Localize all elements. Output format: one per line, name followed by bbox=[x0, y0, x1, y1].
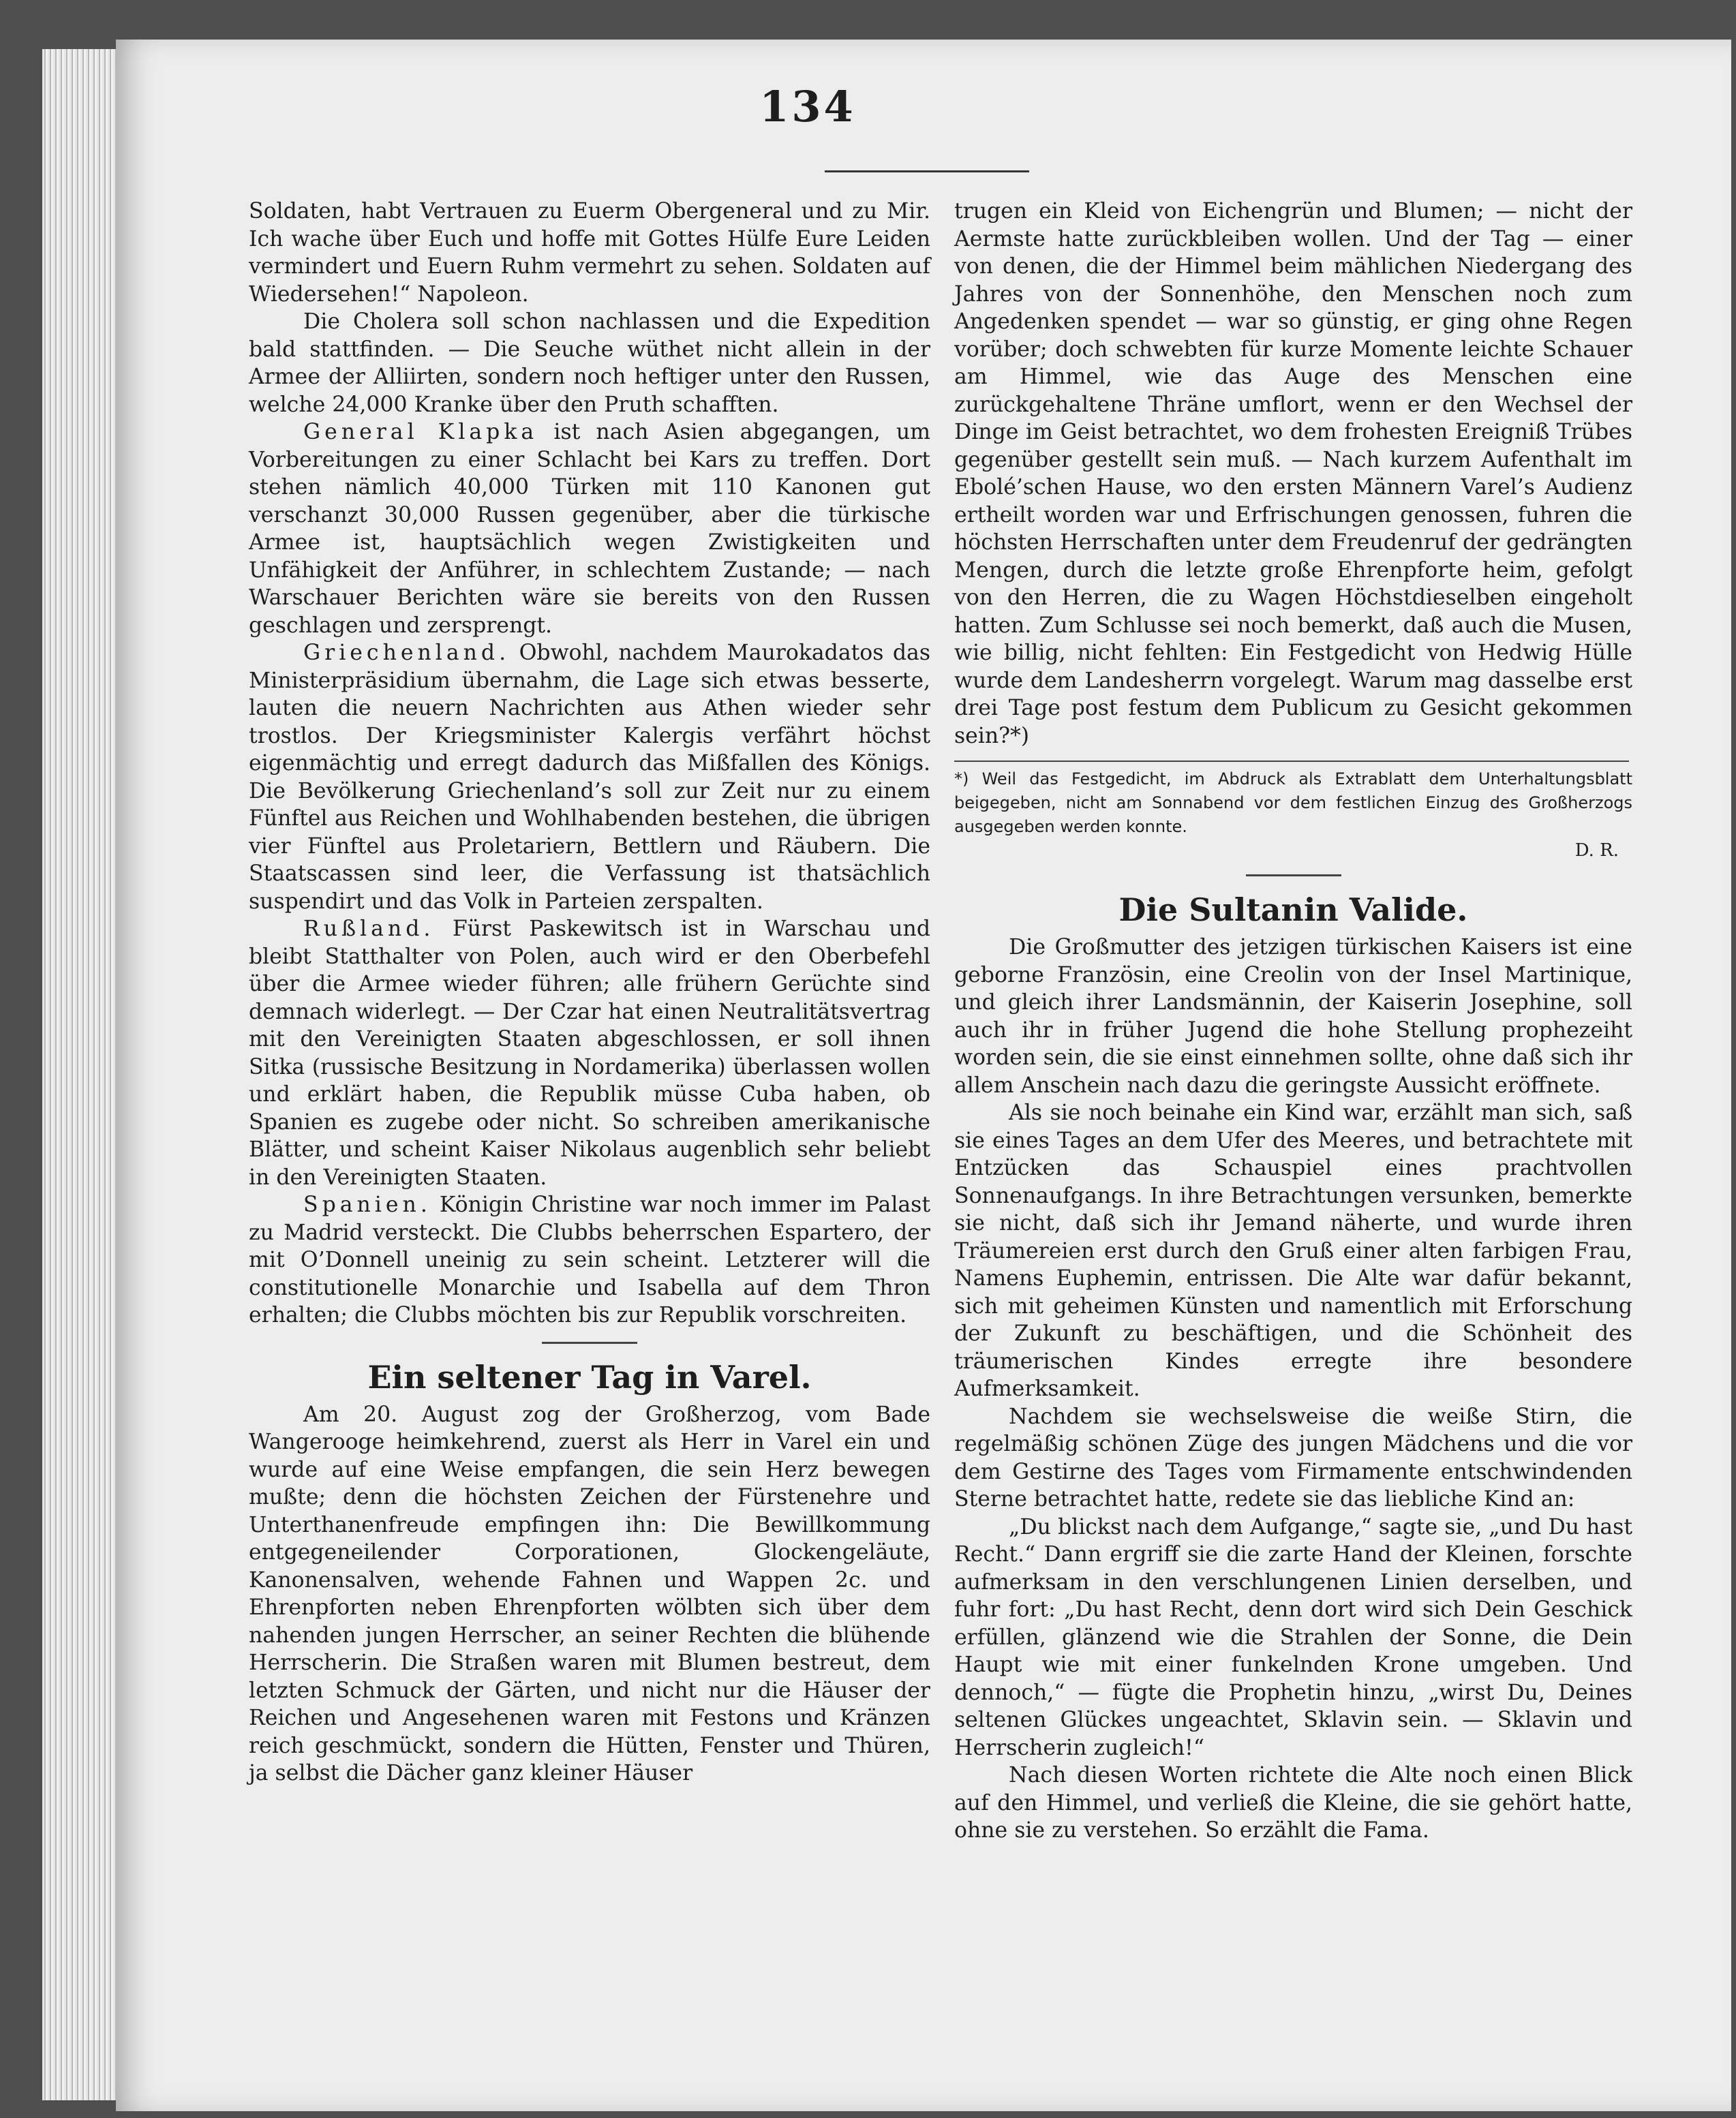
paragraph-lead: Spanien. bbox=[303, 1193, 431, 1217]
paragraph-russland: Rußland. Fürst Paskewitsch ist in Warschau und bleibt Statthalter von Polen, auch wird er den Oberbefehl über die Armee wieder führen; alle frühern Gerüchte sind demnach widerlegt. — Der Czar hat einen Neutralitätsvertrag mit den Vereinigten Staaten abgeschlossen, er soll ihnen Sitka (russische Besitzung in Nordamerika) überlassen wollen und erklärt haben, die Republik müsse Cuba haben, ob Spanien es zugebe oder nicht. So schreiben amerikanische Blätter, und scheint Kaiser Nikolaus augenblich sehr beliebt in den Vereinigten Staaten. bbox=[249, 917, 930, 1190]
footnote-signature: D. R. bbox=[1574, 840, 1619, 861]
paragraph-sultanin-5: Nach diesen Worten richtete die Alte noch einen Blick auf den Himmel, und verließ die Kleine, die sie gehört hatte, ohne sie zu verstehen. So erzählt die Fama. bbox=[954, 1763, 1632, 1843]
paragraph-sultanin-1: Die Großmutter des jetzigen türkischen Kaisers ist eine geborne Französin, eine Creolin von der Insel Martinique, und gleich ihrer Landsmännin, der Kaiserin Josephine, soll auch ihr in früher Jugend die hohe Stellung prophezeiht worden sein, die sie einst einnehmen sollte, ohne daß sich ihr allem Anschein nach dazu die geringste Aussicht eröffnete. bbox=[954, 935, 1632, 1098]
article-title-sultanin: Die Sultanin Valide. bbox=[1118, 891, 1468, 928]
paragraph-napoleon-quote: Soldaten, habt Vertrauen zu Euerm Obergeneral und zu Mir. Ich wache über Euch und hoffe mit Gottes Hülfe Eure Leiden vermindert und Euern Ruhm vermehrt zu sehen. Soldaten auf Wiedersehen!“ Napoleon. bbox=[249, 199, 930, 307]
article-title-varel: Ein seltener Tag in Varel. bbox=[367, 1358, 812, 1396]
paragraph-spanien: Spanien. Königin Christine war noch immer im Palast zu Madrid versteckt. Die Clubbs beherrschen Espartero, der mit O’Donnell uneinig zu sein scheint. Letzterer will die constitutionelle Monarchie und Isabella auf dem Thron erhalten; die Clubbs möchten bis zur Republik vorschreiten. bbox=[249, 1193, 930, 1327]
left-column bbox=[249, 198, 930, 1787]
right-column bbox=[954, 198, 1632, 1845]
paragraph-cholera: Die Cholera soll schon nachlassen und die Expedition bald stattfinden. — Die Seuche wüthet nicht allein in der Armee der Alliirten, sondern noch heftiger unter den Russen, welche 24,000 Kranke über den Pruth schafften. bbox=[249, 309, 930, 417]
page-number: 134 bbox=[759, 82, 856, 132]
section-divider bbox=[542, 1342, 637, 1344]
paragraph-sultanin-4: „Du blickst nach dem Aufgange,“ sagte sie, „und Du hast Recht.“ Dann ergriff sie die zarte Hand der Kleinen, forschte aufmerksam in den verschlungenen Linien derselben, und fuhr fort: „Du hast Recht, denn dort wird sich Dein Geschick erfüllen, glänzend wie die Strahlen der Sonne, die Dein Haupt wie mit einer funkelnden Krone umgeben. Und dennoch,“ — fügte die Prophetin hinzu, „wirst Du, Deines seltenen Glückes ungeachtet, Sklavin sein. — Sklavin und Herrscherin zugleich!“ bbox=[954, 1514, 1632, 1760]
paragraph-lead: General Klapka bbox=[303, 420, 538, 444]
paragraph-lead: Griechenland. bbox=[303, 641, 511, 665]
page-edges bbox=[42, 49, 124, 2100]
paragraph-griechenland: Griechenland. Obwohl, nachdem Maurokadatos das Ministerpräsidium übernahm, die Lage sich etwas besserte, lauten die neuern Nachrichten aus Athen wieder sehr trostlos. Der Kriegsminister Kalergis verfährt höchst eigenmächtig und erregt dadurch das Mißfallen des Königs. Die Bevölkerung Griechenland’s soll zur Zeit nur zu einem Fünftel aus Reichen und Wohlhabenden bestehen, die übrigen vier Fünftel aus Proletariern, Bettlern und Räubern. Die Staatscassen sind leer, die Verfassung ist thatsächlich suspendirt und das Volk in Parteien zerspalten. bbox=[249, 641, 930, 914]
paragraph-sultanin-3: Nachdem sie wechselsweise die weiße Stirn, die regelmäßig schönen Züge des jungen Mädchens und die vor dem Gestirne des Tages vom Firmamente entschwindenden Sterne betrachtet hatte, redete sie das liebliche Kind an: bbox=[954, 1404, 1632, 1511]
footnote-rule bbox=[954, 761, 1629, 762]
paragraph-varel: Am 20. August zog der Großherzog, vom Bade Wangerooge heimkehrend, zuerst als Herr in Varel ein und wurde auf eine Weise empfangen, die sein Herz bewegen mußte; denn die höchsten Zeichen der Fürstenehre und Unterthanenfreude empfingen ihn: Die Bewillkommung entgegeneilender Corporationen, Glockengeläute, Kanonensalven, wehende Fahnen und Wappen 2c. und Ehrenpforten neben Ehrenpforten wölbten sich über dem nahenden jungen Herrscher, an seiner Rechten die blühende Herrscherin. Die Straßen waren mit Blumen bestreut, dem letzten Schmuck der Gärten, und nicht nur die Häuser der Reichen und Angesehenen waren mit Festons und Kränzen reich geschmückt, sondern die Hütten, Fenster und Thüren, ja selbst die Dächer ganz kleiner Häuser bbox=[249, 1402, 930, 1785]
footnote: *) Weil das Festgedicht, im Abdruck als Extrablatt dem Unterhaltungsblatt beigegeben, nicht am Sonnabend vor dem festlichen Einzug des Großherzogs ausgegeben werden konnte. bbox=[954, 769, 1632, 836]
paragraph-lead: Rußland. bbox=[303, 917, 435, 941]
paragraph-sultanin-2: Als sie noch beinahe ein Kind war, erzählt man sich, saß sie eines Tages an dem Ufer des Meeres, und betrachtete mit Entzücken das Schauspiel eines prachtvollen Sonnenaufgangs. In ihre Betrachtungen versunken, bemerkte sie nicht, daß sich ihr Jemand näherte, und wurde ihren Träumereien erst durch den Gruß einer alten farbigen Frau, Namens Euphemin, entrissen. Die Alte war dafür bekannt, sich mit geheimen Künsten und namentlich mit Erforschung der Zukunft zu beschäftigen, und die Schönheit des träumerischen Kindes erregte ihre besondere Aufmerksamkeit. bbox=[954, 1101, 1632, 1401]
paragraph-varel-continued: trugen ein Kleid von Eichengrün und Blumen; — nicht der Aermste hatte zurückbleiben wollen. Und der Tag — einer von denen, die der Himmel beim mählichen Niedergang des Jahres von der Sonnenhöhe, den Menschen noch zum Angedenken spendet — war so günstig, er ging ohne Regen vorüber; doch schwebten für kurze Momente leichte Schauer am Himmel, wie das Auge des Menschen eine zurückgehaltene Thräne umflort, wenn er den Wechsel der Dinge im Geist betrachtet, wo dem frohesten Ereigniß Trübes gegenüber gestellt sein muß. — Nach kurzem Aufenthalt im Ebolé’schen Hause, wo den ersten Männern Varel’s Audienz ertheilt worden war und Erfrischungen genossen, fuhren die höchsten Herrschaften unter dem Freudenruf der gedrängten Mengen, durch die letzte große Ehrenpforte heim, gefolgt von den Herren, die zu Wagen Höchstdieselben eingeholt hatten. Zum Schlusse sei noch bemerkt, daß auch die Musen, wie billig, nicht fehlten: Ein Festgedicht von Hedwig Hülle wurde dem Landesherrn vorgelegt. Warum mag dasselbe erst drei Tage post festum dem Publicum zu Gesicht gekommen sein?*) bbox=[954, 199, 1632, 748]
section-divider bbox=[1246, 874, 1341, 876]
header-rule bbox=[825, 170, 1029, 172]
paragraph-klapka: General Klapka ist nach Asien abgegangen, um Vorbereitungen zu einer Schlacht bei Kars zu treffen. Dort stehen nämlich 40,000 Türken mit 110 Kanonen gut verschanzt 30,000 Russen gegenüber, aber die türkische Armee ist, hauptsächlich wegen Zwistigkeiten und Unfähigkeit der Anführer, in schlechtem Zustande; — nach Warschauer Berichten wäre sie bereits von den Russen geschlagen und zersprengt. bbox=[249, 420, 931, 638]
